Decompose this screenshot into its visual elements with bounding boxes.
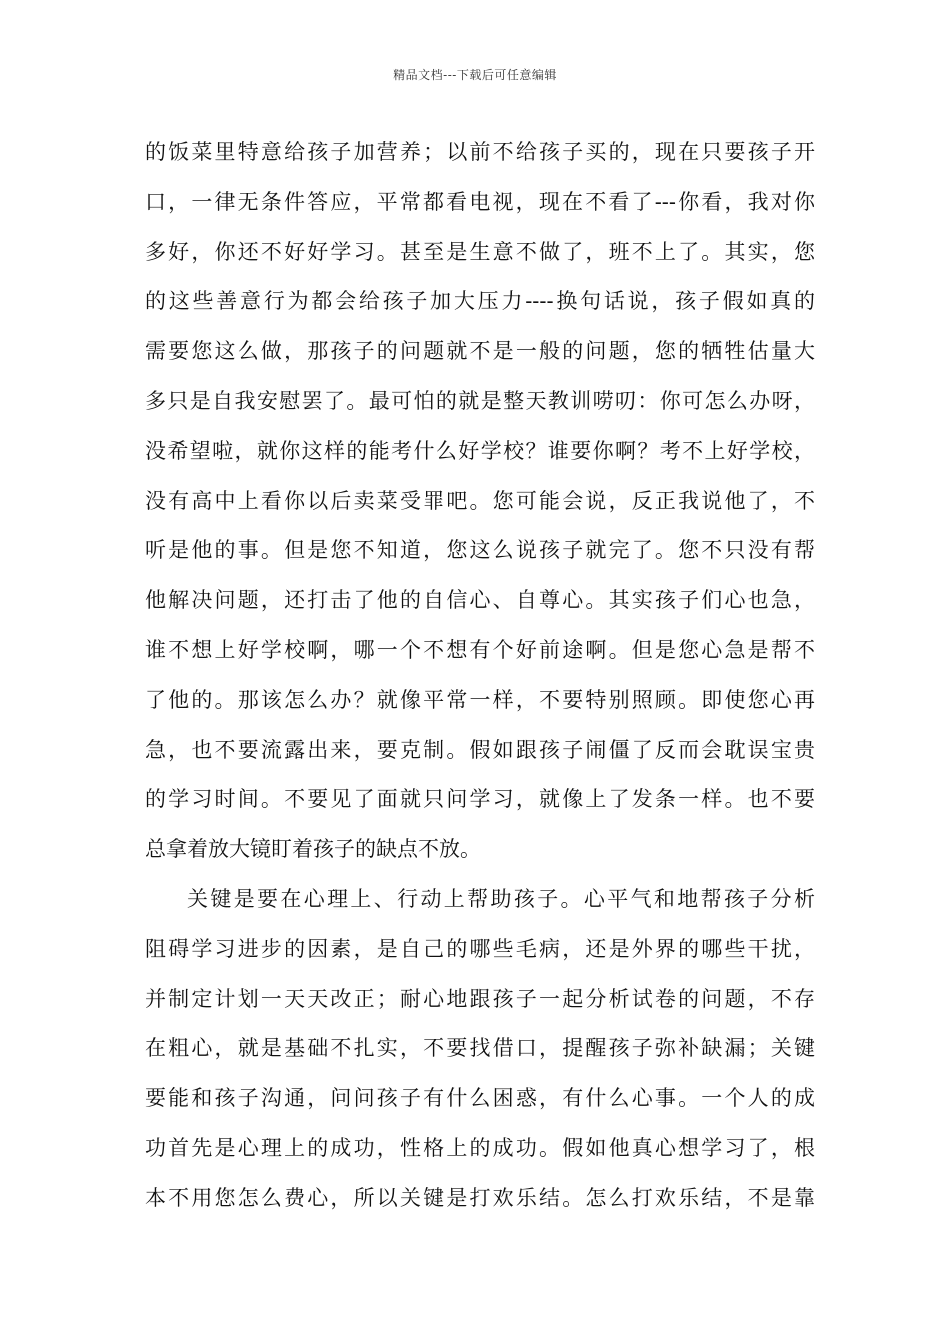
text-line: 了他的。那该怎么办？就像平常一样，不要特别照顾。即使您心再 (145, 687, 815, 712)
text-line: 阻碍学习进步的因素，是自己的哪些毛病，还是外界的哪些干扰， (145, 936, 815, 961)
text-line: 在粗心，就是基础不扎实，不要找借口，提醒孩子弥补缺漏；关键 (145, 1036, 815, 1061)
text-line: 没有高中上看你以后卖菜受罪吧。您可能会说，反正我说他了，不 (145, 488, 815, 513)
document-body (145, 128, 815, 1224)
text-line: 要能和孩子沟通，问问孩子有什么困惑，有什么心事。一个人的成 (145, 1086, 815, 1111)
text-line: 多只是自我安慰罢了。最可怕的就是整天教训唠叨：你可怎么办呀， (145, 388, 815, 413)
text-line: 总拿着放大镜盯着孩子的缺点不放。 (145, 837, 481, 862)
text-line: 需要您这么做，那孩子的问题就不是一般的问题，您的牺牲估量大 (145, 339, 815, 364)
text-line: 急，也不要流露出来，要克制。假如跟孩子闹僵了反而会耽误宝贵 (145, 737, 815, 762)
text-line: 听是他的事。但是您不知道，您这么说孩子就完了。您不只没有帮 (145, 538, 815, 563)
text-line: 谁不想上好学校啊，哪一个不想有个好前途啊。但是您心急是帮不 (145, 637, 815, 662)
text-line: 并制定计划一天天改正；耐心地跟孩子一起分析试卷的问题，不存 (145, 986, 815, 1011)
paragraph (145, 875, 815, 1224)
text-line: 口，一律无条件答应，平常都看电视，现在不看了---你看，我对你 (145, 189, 815, 214)
text-line: 没希望啦，就你这样的能考什么好学校？谁要你啊？考不上好学校， (145, 438, 815, 463)
text-line: 本不用您怎么费心，所以关键是打欢乐结。怎么打欢乐结，不是靠 (145, 1185, 815, 1210)
text-line: 的饭菜里特意给孩子加营养；以前不给孩子买的，现在只要孩子开 (145, 140, 815, 164)
text-line: 关键是要在心理上、行动上帮助孩子。心平气和地帮孩子分析 (187, 886, 815, 911)
text-line: 功首先是心理上的成功，性格上的成功。假如他真心想学习了，根 (145, 1135, 815, 1160)
text-line: 的学习时间。不要见了面就只问学习，就像上了发条一样。也不要 (145, 787, 815, 812)
page-header: 精品文档---下载后可任意编辑 (393, 68, 557, 82)
paragraph (145, 128, 815, 875)
text-line: 的这些善意行为都会给孩子加大压力----换句话说，孩子假如真的 (145, 289, 815, 314)
text-line: 多好，你还不好好学习。甚至是生意不做了，班不上了。其实，您 (145, 239, 815, 264)
text-line: 他解决问题，还打击了他的自信心、自尊心。其实孩子们心也急， (145, 588, 815, 613)
